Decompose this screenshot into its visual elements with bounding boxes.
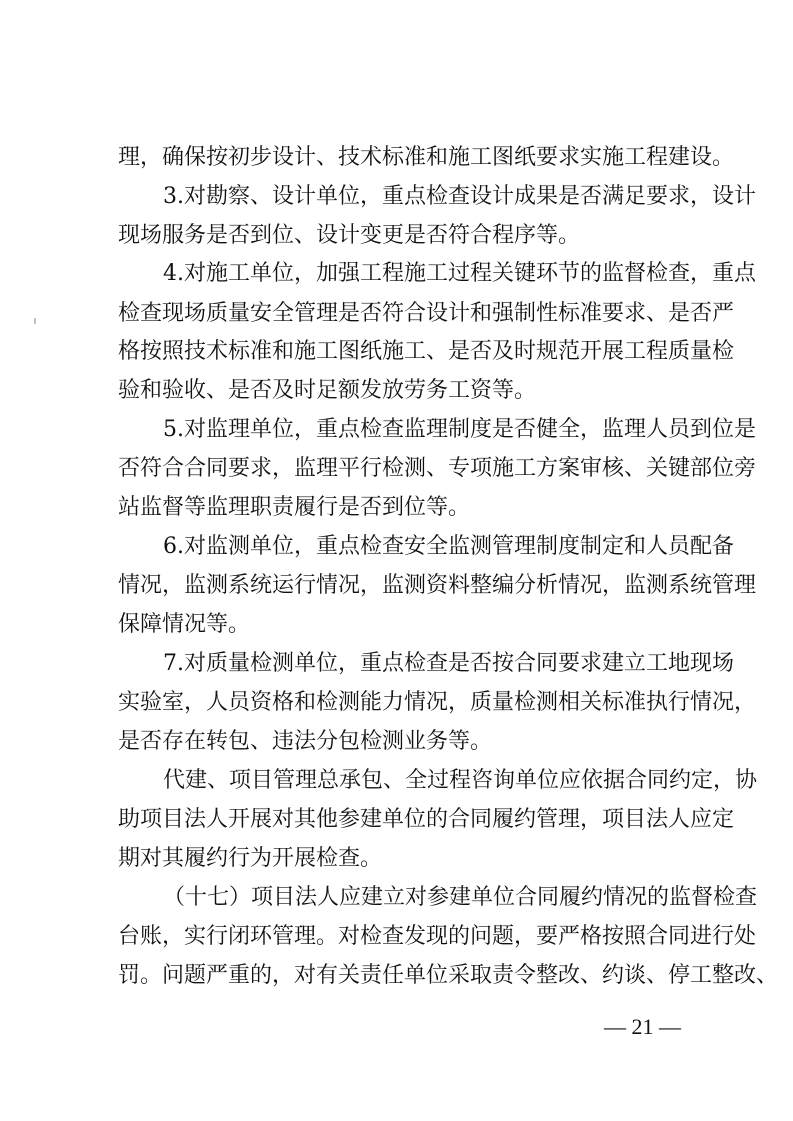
text-line-4: 4.对施工单位，加强工程施工过程关键环节的监督检查，重点 bbox=[163, 261, 756, 286]
text-line-7: 验和验收、是否及时足额发放劳务工资等。 bbox=[118, 378, 537, 403]
text-line-16: 是否存在转包、违法分包检测业务等。 bbox=[118, 729, 493, 754]
text-line-8: 5.对监理单位，重点检查监理制度是否健全，监理人员到位是 bbox=[163, 417, 756, 442]
text-line-13: 保障情况等。 bbox=[118, 612, 251, 637]
text-line-2: 3.对勘察、设计单位，重点检查设计成果是否满足要求，设计 bbox=[163, 184, 756, 209]
text-line-19: 期对其履约行为开展检查。 bbox=[118, 846, 383, 871]
text-line-6: 格按照技术标准和施工图纸施工、是否及时规范开展工程质量检 bbox=[118, 339, 735, 364]
scan-speck bbox=[34, 318, 36, 324]
text-line-11: 6.对监测单位，重点检查安全监测管理制度制定和人员配备 bbox=[163, 534, 734, 559]
text-line-12: 情况，监测系统运行情况，监测资料整编分析情况，监测系统管理 bbox=[118, 573, 757, 598]
text-line-15: 实验室，人员资格和检测能力情况，质量检测相关标准执行情况， bbox=[118, 690, 757, 715]
text-line-18: 助项目法人开展对其他参建单位的合同履约管理，项目法人应定 bbox=[118, 807, 735, 832]
text-line-9: 否符合合同要求，监理平行检测、专项施工方案审核、关键部位旁 bbox=[118, 456, 757, 481]
text-line-14: 7.对质量检测单位，重点检查是否按合同要求建立工地现场 bbox=[163, 651, 734, 676]
text-line-20: （十七）项目法人应建立对参建单位合同履约情况的监督检查 bbox=[163, 885, 758, 910]
page-number: — 21 — bbox=[604, 1014, 681, 1039]
text-line-22: 罚。问题严重的，对有关责任单位采取责令整改、约谈、停工整改、 bbox=[118, 963, 779, 988]
text-line-3: 现场服务是否到位、设计变更是否符合程序等。 bbox=[118, 223, 581, 248]
text-line-17: 代建、项目管理总承包、全过程咨询单位应依据合同约定，协 bbox=[163, 768, 758, 793]
text-line-10: 站监督等监理职责履行是否到位等。 bbox=[118, 495, 471, 520]
text-line-1: 理，确保按初步设计、技术标准和施工图纸要求实施工程建设。 bbox=[118, 145, 735, 170]
text-line-21: 台账，实行闭环管理。对检查发现的问题，要严格按照合同进行处 bbox=[118, 924, 757, 949]
text-line-5: 检查现场质量安全管理是否符合设计和强制性标准要求、是否严 bbox=[118, 301, 735, 326]
